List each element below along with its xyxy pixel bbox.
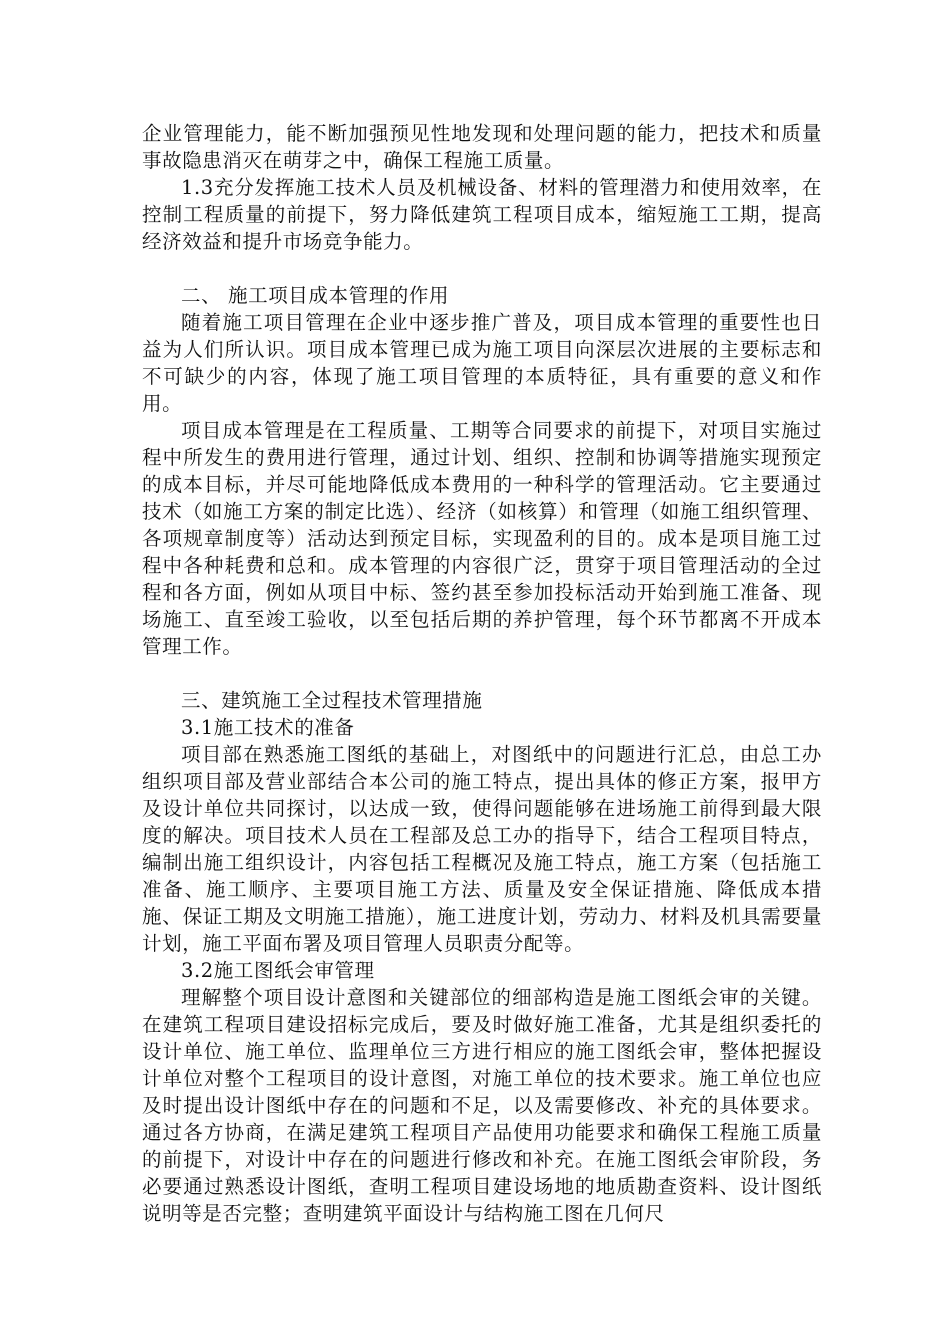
paragraph-cost-importance: 随着施工项目管理在企业中逐步推广普及，项目成本管理的重要性也日益为人们所认识。项目成本管理已成为施工项目向深层次进展的主要标志和不可缺少的内容，体现了施工项目管理的本质特征，具有重要的意义和作用。 [142, 311, 822, 415]
paragraph-cost-definition: 项目成本管理是在工程质量、工期等合同要求的前提下，对项目实施过程中所发生的费用进行管理，通过计划、组织、控制和协调等措施实现预定的成本目标，并尽可能地降低成本费用的一种科学的管理活动。它主要通过技术（如施工方案的制定比选）、经济（如核算）和管理（如施工组织管理、各项规章制度等）活动达到预定目标，实现盈利的目的。成本是项目施工过程中各种耗费和总和。成本管理的内容很广泛，贯穿于项目管理活动的全过程和各方面，例如从项目中标、签约甚至参加投标活动开始到施工准备、现场施工、直至竣工验收，以至包括后期的养护管理，每个环节都离不开成本管理工作。 [142, 419, 822, 658]
section-heading-2: 二、 施工项目成本管理的作用 [181, 284, 450, 307]
section-gap [142, 660, 822, 687]
section-gap [142, 255, 822, 282]
document-body [142, 120, 822, 1227]
subsection-heading-3-1: 3.1施工技术的准备 [181, 716, 355, 739]
paragraph-drawing-review: 理解整个项目设计意图和关键部位的细部构造是施工图纸会审的关键。在建筑工程项目建设招标完成后，要及时做好施工准备，尤其是组织委托的设计单位、施工单位、监理单位三方进行相应的施工图纸会审，整体把握设计单位对整个工程项目的设计意图，对施工单位的技术要求。施工单位也应及时提出设计图纸中存在的问题和不足，以及需要修改、补充的具体要求。通过各方协商，在满足建筑工程项目产品使用功能要求和确保工程施工质量的前提下，对设计中存在的问题进行修改和补充。在施工图纸会审阶段，务必要通过熟悉设计图纸，查明工程项目建设场地的地质勘查资料、设计图纸说明等是否完整；查明建筑平面设计与结构施工图在几何尺 [142, 986, 822, 1225]
section-heading-3: 三、建筑施工全过程技术管理措施 [181, 689, 483, 712]
paragraph-tech-preparation: 项目部在熟悉施工图纸的基础上，对图纸中的问题进行汇总，由总工办组织项目部及营业部结合本公司的施工特点，提出具体的修正方案，报甲方及设计单位共同探讨，以达成一致，使得问题能够在进场施工前得到最大限度的解决。项目技术人员在工程部及总工办的指导下，结合工程项目特点，编制出施工组织设计，内容包括工程概况及施工特点，施工方案（包括施工准备、施工顺序、主要项目施工方法、质量及安全保证措施、降低成本措施、保证工期及文明施工措施），施工进度计划，劳动力、材料及机具需要量计划，施工平面布署及项目管理人员职责分配等。 [142, 743, 822, 955]
subsection-heading-3-2: 3.2施工图纸会审管理 [181, 959, 375, 982]
paragraph-continuation: 企业管理能力，能不断加强预见性地发现和处理问题的能力，把技术和质量事故隐患消灭在萌芽之中，确保工程施工质量。 [142, 122, 822, 172]
paragraph-1-3: 1.3充分发挥施工技术人员及机械设备、材料的管理潜力和使用效率，在控制工程质量的前提下，努力降低建筑工程项目成本，缩短施工工期，提高经济效益和提升市场竞争能力。 [142, 176, 822, 253]
